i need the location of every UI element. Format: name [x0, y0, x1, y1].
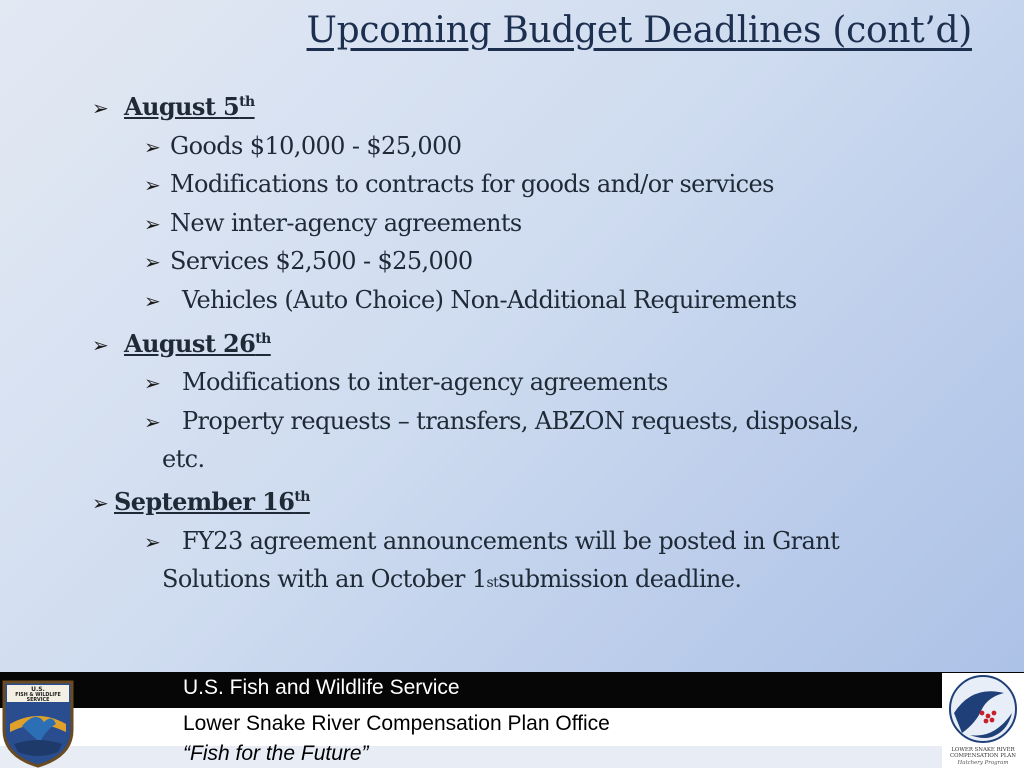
svg-text:Hatchery Program: Hatchery Program — [957, 760, 1009, 766]
deadline-date: August 5th — [124, 92, 255, 121]
svg-text:SERVICE: SERVICE — [26, 698, 50, 703]
list-item: ➢ New inter-agency agreements — [92, 205, 942, 244]
arrow-bullet-icon: ➢ — [144, 288, 161, 313]
arrow-bullet-icon: ➢ — [144, 409, 161, 434]
arrow-bullet-icon: ➢ — [144, 529, 161, 554]
section-september-16 — [92, 479, 942, 523]
footer — [0, 672, 1024, 768]
svg-text:LOWER SNAKE RIVER: LOWER SNAKE RIVER — [951, 747, 1015, 753]
usfws-badge-icon — [0, 678, 76, 768]
lsrcp-fish-icon — [942, 673, 1024, 768]
list-item: ➢ Modifications to contracts for goods and/or services — [92, 166, 942, 205]
list-item: ➢ Services $2,500 - $25,000 — [92, 243, 942, 282]
slide-title: Upcoming Budget Deadlines (cont’d) — [306, 10, 972, 51]
list-item: ➢ Modifications to inter-agency agreements — [92, 364, 942, 403]
arrow-bullet-icon: ➢ — [92, 96, 109, 120]
arrow-bullet-icon: ➢ — [144, 173, 161, 198]
deadline-date: August 26th — [124, 328, 271, 358]
arrow-bullet-icon: ➢ — [144, 134, 161, 159]
section-august-26 — [92, 321, 942, 365]
list-item-continuation: etc. — [162, 445, 205, 474]
arrow-bullet-icon: ➢ — [92, 332, 109, 357]
arrow-bullet-icon: ➢ — [92, 490, 109, 515]
deadline-date: September 16th — [114, 486, 310, 516]
list-item: ➢ FY23 agreement announcements will be posted in Grant — [92, 523, 942, 562]
bullet-list — [92, 84, 942, 603]
list-item-continuation: Solutions with an October 1 st submission deadline. — [162, 565, 742, 594]
arrow-bullet-icon: ➢ — [144, 371, 161, 396]
footer-motto: “Fish for the Future” — [183, 742, 369, 765]
svg-text:COMPENSATION PLAN: COMPENSATION PLAN — [949, 753, 1017, 759]
list-item: ➢ Vehicles (Auto Choice) Non-Additional Requirements — [92, 282, 942, 321]
footer-org: U.S. Fish and Wildlife Service — [183, 676, 460, 699]
arrow-bullet-icon: ➢ — [144, 250, 161, 275]
svg-text:U.S.: U.S. — [31, 686, 45, 693]
arrow-bullet-icon: ➢ — [144, 211, 161, 236]
footer-bar-top — [0, 672, 1024, 708]
section-august-5 — [92, 84, 942, 128]
list-item: ➢ Property requests – transfers, ABZON requests, disposals, — [92, 403, 942, 442]
svg-text:FISH & WILDLIFE: FISH & WILDLIFE — [15, 693, 61, 698]
footer-office: Lower Snake River Compensation Plan Office — [183, 712, 610, 735]
list-item: ➢ Goods $10,000 - $25,000 — [92, 128, 942, 167]
